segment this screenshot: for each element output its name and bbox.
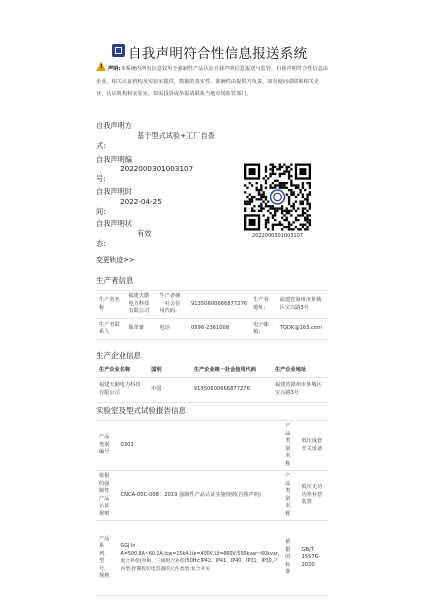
history-link[interactable]: 变更轨迹>>	[96, 256, 135, 264]
category-code-value: 0301	[118, 421, 283, 471]
producer-address-label: 生产者地址:	[250, 291, 277, 319]
lab-section-title: 实验室及型式试验报告信息	[96, 406, 186, 415]
qr-number: 2022000301003107	[252, 233, 303, 239]
mfr-header-address: 生产企业地址	[272, 365, 328, 377]
time-value: 2022-04-25	[120, 197, 162, 206]
producer-contact-label: 生产者联系人	[96, 319, 125, 340]
mfr-header-name: 生产企业名称	[96, 365, 148, 377]
model-label: 产品系列、型号、规格	[96, 521, 118, 596]
time-label-cont: 间:	[96, 207, 106, 216]
producer-table	[96, 290, 328, 340]
producer-credit-label: 生产者统一社会信用代码:	[157, 291, 188, 319]
number-value: 2022000301003107	[120, 164, 194, 173]
method-label: 自我声明方	[96, 121, 132, 130]
mfr-address: 福建省漳州市芗城区宝兴路3号	[272, 377, 328, 402]
mfr-name: 福建天勤电力科技有限公司	[96, 377, 148, 402]
producer-phone-value: 0596-2361008	[188, 319, 250, 340]
producer-phone-label: 电话	[157, 319, 188, 340]
standard-label: 依据的标准	[282, 521, 298, 596]
producer-name-value: 福建天勤电力科技有限公司	[125, 291, 156, 319]
producer-address-value: 福建省漳州市芗城区宝兴路3号	[277, 291, 328, 319]
sub-category-value: 低压无功功率补偿装置	[298, 471, 328, 521]
producer-section-title: 生产者信息	[96, 276, 134, 285]
mfr-country: 中国	[148, 377, 191, 402]
disclaimer-label: 声明:	[108, 66, 121, 72]
mfr-credit: 91350600666877276	[191, 377, 272, 402]
category-name-label: 产品类别名称	[282, 421, 298, 471]
qr-code	[244, 163, 311, 231]
manufacturer-table	[96, 365, 328, 403]
producer-credit-value: 91350600666877276	[188, 291, 250, 319]
lab-table	[96, 420, 328, 596]
number-label-cont: 号:	[96, 174, 106, 183]
method-value: 基于型式试验+工厂自查	[137, 131, 215, 140]
status-label-cont: 态:	[96, 239, 106, 248]
producer-email-label: 电子邮箱:	[250, 319, 277, 340]
producer-email-value: TQDK@163.com	[277, 319, 328, 340]
rule-value: CNCA-00C-008：2019 强制性产品认证实施规则(自我声明)	[118, 471, 283, 521]
disclaimer-text: 本系统内所有信息仅用于强制性产品认证自我声明信息报送与监管。自我声明符合性信息由企业、相关认证机构及实验室提供，数据的真实性、准确性由提供方负责。如有疑问请联系相关企业、认证机构和实验室，如需投诉或举报请联系当地市场监管部门。	[96, 66, 328, 97]
disclaimer-notice	[96, 62, 328, 101]
number-label: 自我声明编	[96, 155, 132, 164]
method-label-cont: 式:	[96, 141, 106, 150]
cnca-logo-icon	[112, 44, 125, 57]
rule-label: 依据的强制性产品认证规则	[96, 471, 118, 521]
sub-category-label: 产品类别名称	[282, 471, 298, 521]
category-name-value: 低压成套开关设备	[298, 421, 328, 471]
warning-icon: !	[96, 62, 106, 71]
status-label: 自我声明状	[96, 219, 132, 228]
model-value: GGJ In A=500.8A~60.1A,Icw=15kA,Ue=400V,Ui=660V;500kvar~60kvar,混合补偿(单相、三相组合补偿)50Hz;IP42、IP41、IP40、IP31、IP30,产内型,控制投切电容器的元件类型:复合开关	[118, 521, 283, 596]
manufacturer-section-title: 生产企业信息	[96, 351, 141, 360]
standard-value: GB/T 15576-2020	[298, 521, 328, 596]
category-code-label: 产品类别编号	[96, 421, 118, 471]
mfr-header-country: 国别	[148, 365, 191, 377]
status-value: 有效	[137, 229, 152, 238]
time-label: 自我声明时	[96, 187, 132, 196]
page-title: 自我声明符合性信息报送系统	[128, 46, 308, 62]
producer-contact-value: 陈孝雄	[125, 319, 156, 340]
producer-name-label: 生产者名称	[96, 291, 125, 319]
mfr-header-credit: 生产企业统一社会信用代码	[191, 365, 272, 377]
